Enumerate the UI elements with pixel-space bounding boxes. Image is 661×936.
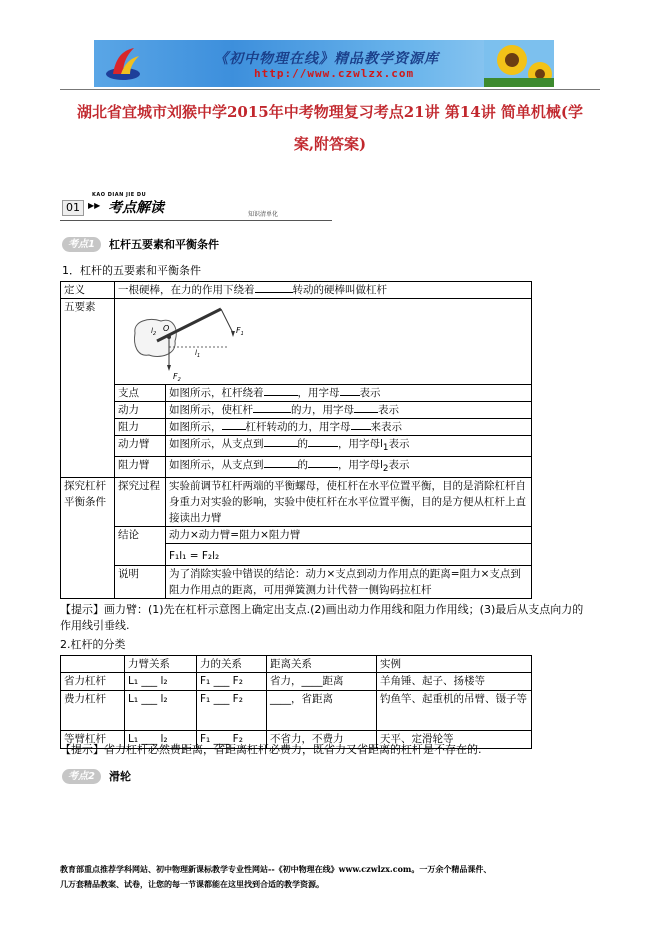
table-cell: 五要素 <box>61 299 115 478</box>
table-cell: 省力杠杆 <box>61 673 125 691</box>
table-cell: ____，省距离 <box>267 691 377 731</box>
item-2-title: 2.杠杆的分类 <box>60 638 126 651</box>
arm-l1-label: $l_1$ <box>195 349 201 359</box>
table-cell: L₁ ___ l₂ <box>125 691 197 731</box>
table-cell: 动力 <box>115 402 166 419</box>
table-cell: 如图所示，杠杆绕着 ，用字母 表示 <box>166 385 532 402</box>
table-cell: F₁ ___ F₂ <box>197 731 267 749</box>
table-cell: 如图所示， 杠杆转动的力，用字母 来表示 <box>166 419 532 436</box>
table-header-cell: 力臂关系 <box>125 656 197 673</box>
table-row <box>61 436 532 457</box>
force-f1-label: $F_1$ <box>236 326 244 337</box>
table-cell: 天平、定滑轮等 <box>377 731 532 749</box>
force-f2-label: $F_2$ <box>173 372 181 383</box>
header-divider <box>60 89 600 90</box>
table-cell: 阻力臂 <box>115 457 166 478</box>
kaodian-tag: 考点2 <box>62 769 101 784</box>
kaodian-tag: 考点1 <box>62 237 101 252</box>
table-cell: 为了消除实验中错误的结论：动力×支点到动力作用点的距离=阻力×支点到阻力作用点的距离，可用弹簧测力计代替一侧钩码拉杠杆 <box>166 566 532 599</box>
banner-url[interactable]: http://www.czwlzx.com <box>254 67 415 80</box>
lever-diagram <box>129 303 269 383</box>
document-title: 湖北省宜城市刘猴中学2015年中考物理复习考点21讲 第14讲 简单机械(学 案,附答案) <box>76 103 584 153</box>
table-cell: 动力×动力臂=阻力×阻力臂 <box>166 527 532 544</box>
table-row <box>61 457 532 478</box>
table-cell: 如图所示，使杠杆 的力，用字母 表示 <box>166 402 532 419</box>
lever-diagram-cell <box>115 299 532 385</box>
table-cell: 一根硬棒，在力的作用下绕着 转动的硬棒叫做杠杆 <box>115 282 532 299</box>
table-cell: 如图所示，从支点到 的 ，用字母$l_1$表示 <box>166 436 532 457</box>
section-title: 考点解读 <box>108 200 164 216</box>
table-cell: F₁ ___ F₂ <box>197 691 267 731</box>
fulcrum-o-label: O <box>163 324 170 333</box>
table-row <box>61 402 532 419</box>
kaodian-title: 滑轮 <box>108 770 131 783</box>
section-number: 01 <box>62 200 84 216</box>
header-banner <box>94 40 554 87</box>
table-cell: 探究杠杆平衡条件 <box>61 478 115 599</box>
table-row <box>61 691 532 731</box>
table-header-cell: 力的关系 <box>197 656 267 673</box>
table-cell: 费力杠杆 <box>61 691 125 731</box>
table-header-cell <box>61 656 125 673</box>
section-subtitle: 知识清单化 <box>248 211 279 218</box>
table-row <box>61 527 532 544</box>
table-header-cell: 实例 <box>377 656 532 673</box>
section-rule <box>60 220 332 221</box>
table-header-cell: 距离关系 <box>267 656 377 673</box>
table-cell: 结论 <box>115 527 166 566</box>
table-cell: L₁ ___ l₂ <box>125 673 197 691</box>
table-cell: 省力，____距离 <box>267 673 377 691</box>
lever-elements-table <box>60 281 532 599</box>
table-cell: 如图所示，从支点到 的 ，用字母$l_2$表示 <box>166 457 532 478</box>
table-cell: 实验前调节杠杆两端的平衡螺母，使杠杆在水平位置平衡，目的是消除杠杆自身重力对实验的影响，实验中使杠杆在水平位置平衡，目的是方便从杠杆上直接读出力臂 <box>166 478 532 527</box>
table-cell: 不省力，不费力 <box>267 731 377 749</box>
table-cell: 探究过程 <box>115 478 166 527</box>
table-cell: 说明 <box>115 566 166 599</box>
table-header-row <box>61 656 532 673</box>
tip-2: 【提示】省力杠杆必然费距离，省距离杠杆必费力，既省力又省距离的杠杆是不存在的. <box>60 743 482 756</box>
table-cell: 定义 <box>61 282 115 299</box>
kaodian-heading-1 <box>62 236 219 252</box>
table-row <box>61 478 532 527</box>
table-cell: 钓鱼竿、起重机的吊臂、镊子等 <box>377 691 532 731</box>
table-cell: L₁ ___ l₂ <box>125 731 197 749</box>
table-row <box>61 282 532 299</box>
table-cell: 动力臂 <box>115 436 166 457</box>
table-row <box>61 566 532 599</box>
double-arrow-icon: ▶▶ <box>88 201 101 210</box>
table-cell: 支点 <box>115 385 166 402</box>
section-banner <box>60 192 332 222</box>
table-row <box>61 385 532 402</box>
arm-l2-label: $l_2$ <box>151 327 157 337</box>
item-1-title: 1．杠杆的五要素和平衡条件 <box>62 264 201 277</box>
kaodian-heading-2 <box>62 768 131 784</box>
tip-1: 【提示】画力臂：(1)先在杠杆示意图上确定出支点.(2)画出动力作用线和阻力作用线；(3)最后从支点向力的作用线引垂线. <box>60 603 584 632</box>
table-row <box>61 299 532 385</box>
table-cell: F₁ ___ F₂ <box>197 673 267 691</box>
banner-title: 《初中物理在线》精品教学资源库 <box>214 51 439 67</box>
lever-classification-table <box>60 655 532 749</box>
sunflower-icon <box>484 40 554 87</box>
page-footer: 教育部重点推荐学科网站、初中物理新课标教学专业性网站--《初中物理在线》www.czwlzx.com。一万余个精品课件、 几万套精品教案、试卷，让您的每一节课都能在这里找到合适的教学资源。 <box>60 864 492 889</box>
kaodian-title: 杠杆五要素和平衡条件 <box>108 238 219 251</box>
table-cell: 羊角锤、起子、扬楼等 <box>377 673 532 691</box>
table-row <box>61 673 532 691</box>
table-cell: 阻力 <box>115 419 166 436</box>
site-logo-icon <box>104 44 142 82</box>
table-cell: F₁l₁ = F₂l₂ <box>166 544 532 566</box>
table-row <box>61 419 532 436</box>
table-cell: 等臂杠杆 <box>61 731 125 749</box>
section-pinyin: KAO DIAN JIE DU <box>92 192 147 198</box>
